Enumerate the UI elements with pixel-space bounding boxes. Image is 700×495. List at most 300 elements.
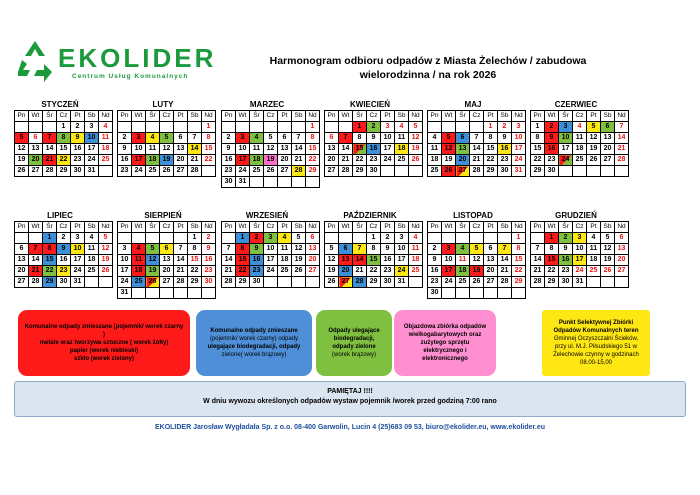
day-cell: 25 <box>456 277 470 288</box>
day-cell: 2 <box>118 133 132 144</box>
month-name: STYCZEŃ <box>41 100 79 109</box>
month-3 <box>221 100 317 188</box>
weekday-header: Nd <box>202 111 216 122</box>
day-cell: 18 <box>395 144 409 155</box>
day-cell: 14 <box>43 144 57 155</box>
weekday-header: Wt <box>339 222 353 233</box>
legend-line: zielone( worek brązowy) <box>221 352 287 358</box>
day-cell: 11 <box>456 255 470 266</box>
day-cell: 18 <box>85 255 99 266</box>
empty-cell <box>559 166 573 177</box>
weekday-header: Pn <box>15 111 29 122</box>
day-cell: 20 <box>615 255 629 266</box>
empty-cell <box>146 233 160 244</box>
day-cell: 9 <box>428 255 442 266</box>
weekday-header: Sb <box>395 222 409 233</box>
day-cell: 7 <box>339 133 353 144</box>
day-cell: 8 <box>353 133 367 144</box>
day-cell: 2 <box>428 244 442 255</box>
day-cell: 7 <box>43 133 57 144</box>
day-cell: 15 <box>57 144 71 155</box>
empty-cell <box>442 288 456 299</box>
weekday-header: Nd <box>615 222 629 233</box>
day-cell: 7 <box>498 244 512 255</box>
weekday-header: Cz <box>573 111 587 122</box>
day-cell: 3 <box>395 233 409 244</box>
day-cell: 24 <box>118 277 132 288</box>
day-cell: 28 <box>43 166 57 177</box>
day-cell: 15 <box>306 144 320 155</box>
month-table <box>324 110 423 177</box>
day-cell: 5 <box>264 133 278 144</box>
weekday-header: Wt <box>442 111 456 122</box>
day-cell: 7 <box>470 133 484 144</box>
empty-cell <box>99 166 113 177</box>
day-cell: 11 <box>278 244 292 255</box>
weekday-header: Śr <box>559 111 573 122</box>
day-cell: 12 <box>442 144 456 155</box>
day-cell: 3 <box>132 133 146 144</box>
day-cell: 28 <box>615 155 629 166</box>
day-cell: 18 <box>278 255 292 266</box>
legend-line: elektronicznego <box>422 356 468 362</box>
day-cell: 30 <box>222 177 236 188</box>
day-cell: 22 <box>202 155 216 166</box>
weekday-header: Wt <box>442 222 456 233</box>
day-cell: 8 <box>236 244 250 255</box>
weekday-header: Śr <box>250 222 264 233</box>
day-cell: 14 <box>292 144 306 155</box>
empty-cell <box>442 233 456 244</box>
empty-cell <box>601 166 615 177</box>
day-cell: 9 <box>202 244 216 255</box>
day-cell: 2 <box>71 122 85 133</box>
weekday-header: Cz <box>160 111 174 122</box>
day-cell: 17 <box>118 266 132 277</box>
day-cell: 24 <box>85 155 99 166</box>
day-cell: 12 <box>409 133 423 144</box>
day-cell: 12 <box>264 144 278 155</box>
day-cell: 16 <box>559 255 573 266</box>
day-cell: 17 <box>573 255 587 266</box>
legend-line: szkło (worek zielony) <box>73 356 134 362</box>
day-cell: 9 <box>57 244 71 255</box>
day-cell: 29 <box>236 277 250 288</box>
day-cell: 15 <box>367 255 381 266</box>
day-cell: 16 <box>381 255 395 266</box>
legend-bulky-waste <box>394 310 496 376</box>
day-cell: 1 <box>202 122 216 133</box>
day-cell: 23 <box>202 266 216 277</box>
day-cell: 8 <box>531 133 545 144</box>
day-cell: 25 <box>573 155 587 166</box>
day-cell: 20 <box>306 255 320 266</box>
weekday-header: Śr <box>559 222 573 233</box>
legend-green-waste <box>316 310 392 376</box>
empty-cell <box>587 166 601 177</box>
weekday-header: Sb <box>498 222 512 233</box>
day-cell: 26 <box>587 155 601 166</box>
legend-line: (pojemnik/ worek czarny) odpady <box>209 336 299 342</box>
day-cell: 13 <box>15 255 29 266</box>
day-cell: 28 <box>498 277 512 288</box>
weekday-header: Nd <box>99 111 113 122</box>
month-table <box>221 221 320 288</box>
day-cell: 15 <box>188 255 202 266</box>
day-cell: 28 <box>188 166 202 177</box>
day-cell: 20 <box>339 266 353 277</box>
weekday-header: Cz <box>264 222 278 233</box>
day-cell: 25 <box>278 266 292 277</box>
day-cell: 22 <box>43 266 57 277</box>
day-cell: 25 <box>85 266 99 277</box>
month-name: WRZESIEŃ <box>245 211 289 220</box>
day-cell: 21 <box>188 155 202 166</box>
weekday-header: Śr <box>456 111 470 122</box>
day-cell: 30 <box>559 277 573 288</box>
day-cell: 23 <box>367 155 381 166</box>
day-cell: 4 <box>250 133 264 144</box>
day-cell: 21 <box>615 144 629 155</box>
weekday-header: Pt <box>381 222 395 233</box>
weekday-header: Pn <box>325 222 339 233</box>
day-cell: 22 <box>188 266 202 277</box>
empty-cell <box>222 122 236 133</box>
empty-cell <box>29 233 43 244</box>
empty-cell <box>15 122 29 133</box>
day-cell: 13 <box>456 144 470 155</box>
day-cell: 11 <box>99 133 113 144</box>
day-cell: 19 <box>292 255 306 266</box>
day-cell: 6 <box>29 133 43 144</box>
day-cell: 6 <box>601 122 615 133</box>
weekday-header: Sb <box>395 111 409 122</box>
day-cell: 2 <box>367 122 381 133</box>
day-cell: 11 <box>573 133 587 144</box>
day-cell: 17 <box>236 155 250 166</box>
day-cell: 23 <box>71 155 85 166</box>
day-cell: 17 <box>132 155 146 166</box>
day-cell: 24 <box>264 266 278 277</box>
day-cell: 19 <box>325 266 339 277</box>
day-cell: 8 <box>57 133 71 144</box>
day-cell: 20 <box>15 266 29 277</box>
day-cell: 21 <box>43 155 57 166</box>
empty-cell <box>306 177 320 188</box>
day-cell: 9 <box>559 244 573 255</box>
day-cell: 14 <box>174 255 188 266</box>
month-table <box>427 221 526 299</box>
day-cell: 1 <box>531 122 545 133</box>
empty-cell <box>264 177 278 188</box>
day-cell: 3 <box>118 244 132 255</box>
legend-line: biodegradacji, <box>333 336 375 342</box>
day-cell: 4 <box>85 233 99 244</box>
weekday-header: Nd <box>409 222 423 233</box>
day-cell: 1 <box>57 122 71 133</box>
day-cell: 30 <box>71 166 85 177</box>
day-cell: 13 <box>29 144 43 155</box>
empty-cell <box>470 233 484 244</box>
weekday-header: Śr <box>353 222 367 233</box>
day-cell: 6 <box>15 244 29 255</box>
day-cell: 8 <box>545 244 559 255</box>
day-cell: 29 <box>306 166 320 177</box>
day-cell: 7 <box>188 133 202 144</box>
legend-blue-waste <box>196 310 312 376</box>
day-cell: 13 <box>339 255 353 266</box>
day-cell: 13 <box>601 133 615 144</box>
day-cell: 10 <box>118 255 132 266</box>
empty-cell <box>264 122 278 133</box>
day-cell: 21 <box>29 266 43 277</box>
day-cell: 26 <box>292 266 306 277</box>
day-cell: 28 <box>470 166 484 177</box>
empty-cell <box>470 122 484 133</box>
day-cell: 7 <box>353 244 367 255</box>
weekday-header: Nd <box>512 222 526 233</box>
day-cell: 27 <box>456 166 470 177</box>
notice-box <box>14 381 686 417</box>
day-cell: 6 <box>278 133 292 144</box>
month-name: MARZEC <box>249 100 285 109</box>
day-cell: 20 <box>278 155 292 166</box>
title-line-1: Harmonogram odbioru odpadów z Miasta Żelechów / zabudowa <box>269 55 587 67</box>
day-cell: 26 <box>442 166 456 177</box>
day-cell: 16 <box>118 155 132 166</box>
day-cell: 7 <box>531 244 545 255</box>
day-cell: 13 <box>615 244 629 255</box>
day-cell: 2 <box>202 233 216 244</box>
day-cell: 5 <box>601 233 615 244</box>
day-cell: 12 <box>587 133 601 144</box>
day-cell: 21 <box>531 266 545 277</box>
day-cell: 28 <box>174 277 188 288</box>
day-cell: 18 <box>409 255 423 266</box>
day-cell: 2 <box>222 133 236 144</box>
day-cell: 17 <box>264 255 278 266</box>
day-cell: 1 <box>306 122 320 133</box>
month-2 <box>117 100 213 177</box>
day-cell: 9 <box>381 244 395 255</box>
day-cell: 18 <box>132 266 146 277</box>
empty-cell <box>99 277 113 288</box>
legend-line: zużytego sprzętu <box>420 340 470 346</box>
empty-cell <box>85 277 99 288</box>
day-cell: 24 <box>559 155 573 166</box>
day-cell: 20 <box>601 144 615 155</box>
day-cell: 22 <box>531 155 545 166</box>
empty-cell <box>325 233 339 244</box>
empty-cell <box>278 122 292 133</box>
day-cell: 12 <box>601 244 615 255</box>
day-cell: 5 <box>292 233 306 244</box>
day-cell: 21 <box>353 266 367 277</box>
day-cell: 5 <box>409 122 423 133</box>
day-cell: 14 <box>29 255 43 266</box>
day-cell: 20 <box>174 155 188 166</box>
day-cell: 30 <box>498 166 512 177</box>
day-cell: 28 <box>353 277 367 288</box>
weekday-header: Cz <box>470 222 484 233</box>
day-cell: 15 <box>545 255 559 266</box>
day-cell: 8 <box>188 244 202 255</box>
legend-line: Objazdowa zbiórka odpadów <box>403 324 487 330</box>
legend-line: elektrycznego i <box>423 348 467 354</box>
weekday-header: Pn <box>531 222 545 233</box>
day-cell: 9 <box>222 144 236 155</box>
weekday-header: Cz <box>573 222 587 233</box>
weekday-header: Śr <box>43 222 57 233</box>
notice-heading: PAMIĘTAJ !!!! <box>327 388 373 395</box>
day-cell: 30 <box>57 277 71 288</box>
day-cell: 26 <box>99 266 113 277</box>
weekday-header: Cz <box>264 111 278 122</box>
empty-cell <box>325 122 339 133</box>
day-cell: 23 <box>57 266 71 277</box>
day-cell: 26 <box>470 277 484 288</box>
day-cell: 14 <box>531 255 545 266</box>
day-cell: 24 <box>381 155 395 166</box>
day-cell: 19 <box>146 266 160 277</box>
empty-cell <box>409 277 423 288</box>
legend-line: papier (worek niebieski) <box>69 348 139 354</box>
day-cell: 1 <box>367 233 381 244</box>
empty-cell <box>456 233 470 244</box>
day-cell: 18 <box>428 155 442 166</box>
month-6 <box>530 100 626 177</box>
day-cell: 4 <box>278 233 292 244</box>
day-cell: 14 <box>188 144 202 155</box>
day-cell: 17 <box>395 255 409 266</box>
day-cell: 9 <box>71 133 85 144</box>
day-cell: 5 <box>587 122 601 133</box>
weekday-header: Śr <box>250 111 264 122</box>
day-cell: 30 <box>367 166 381 177</box>
empty-cell <box>202 288 216 299</box>
empty-cell <box>278 177 292 188</box>
day-cell: 6 <box>615 233 629 244</box>
day-cell: 28 <box>531 277 545 288</box>
day-cell: 6 <box>325 133 339 144</box>
day-cell: 16 <box>222 155 236 166</box>
weekday-header: Wt <box>29 111 43 122</box>
day-cell: 18 <box>250 155 264 166</box>
empty-cell <box>236 122 250 133</box>
weekday-header: Nd <box>306 222 320 233</box>
day-cell: 1 <box>484 122 498 133</box>
weekday-header: Wt <box>545 222 559 233</box>
day-cell: 7 <box>292 133 306 144</box>
month-5 <box>427 100 523 177</box>
day-cell: 3 <box>573 233 587 244</box>
day-cell: 17 <box>85 144 99 155</box>
day-cell: 14 <box>353 255 367 266</box>
day-cell: 21 <box>222 266 236 277</box>
day-cell: 22 <box>545 266 559 277</box>
recycle-icon <box>12 38 58 84</box>
day-cell: 23 <box>250 266 264 277</box>
weekday-header: Pn <box>531 111 545 122</box>
weekday-header: Cz <box>367 222 381 233</box>
day-cell: 12 <box>99 244 113 255</box>
day-cell: 26 <box>15 166 29 177</box>
empty-cell <box>381 166 395 177</box>
day-cell: 28 <box>222 277 236 288</box>
day-cell: 20 <box>456 155 470 166</box>
empty-cell <box>573 166 587 177</box>
day-cell: 20 <box>29 155 43 166</box>
day-cell: 19 <box>587 144 601 155</box>
day-cell: 28 <box>29 277 43 288</box>
empty-cell <box>353 233 367 244</box>
empty-cell <box>188 288 202 299</box>
day-cell: 26 <box>601 266 615 277</box>
day-cell: 24 <box>236 166 250 177</box>
day-cell: 13 <box>278 144 292 155</box>
empty-cell <box>188 122 202 133</box>
day-cell: 6 <box>456 133 470 144</box>
day-cell: 24 <box>395 266 409 277</box>
empty-cell <box>202 166 216 177</box>
day-cell: 17 <box>512 144 526 155</box>
day-cell: 23 <box>381 266 395 277</box>
day-cell: 14 <box>339 144 353 155</box>
day-cell: 12 <box>470 255 484 266</box>
day-cell: 17 <box>71 255 85 266</box>
empty-cell <box>484 288 498 299</box>
day-cell: 13 <box>484 255 498 266</box>
month-name: LUTY <box>152 100 174 109</box>
day-cell: 16 <box>202 255 216 266</box>
empty-cell <box>442 122 456 133</box>
month-4 <box>324 100 420 177</box>
day-cell: 16 <box>57 255 71 266</box>
day-cell: 10 <box>85 133 99 144</box>
day-cell: 15 <box>202 144 216 155</box>
day-cell: 25 <box>132 277 146 288</box>
day-cell: 25 <box>428 166 442 177</box>
weekday-header: Wt <box>132 222 146 233</box>
empty-cell <box>587 277 601 288</box>
day-cell: 2 <box>559 233 573 244</box>
month-12 <box>530 211 626 288</box>
day-cell: 26 <box>160 166 174 177</box>
day-cell: 11 <box>409 244 423 255</box>
day-cell: 2 <box>250 233 264 244</box>
day-cell: 19 <box>264 155 278 166</box>
empty-cell <box>250 177 264 188</box>
day-cell: 19 <box>470 266 484 277</box>
day-cell: 3 <box>442 244 456 255</box>
empty-cell <box>615 166 629 177</box>
day-cell: 4 <box>132 244 146 255</box>
day-cell: 3 <box>512 122 526 133</box>
day-cell: 31 <box>236 177 250 188</box>
day-cell: 2 <box>498 122 512 133</box>
day-cell: 7 <box>29 244 43 255</box>
day-cell: 29 <box>57 166 71 177</box>
weekday-header: Cz <box>57 222 71 233</box>
day-cell: 18 <box>146 155 160 166</box>
weekday-header: Nd <box>615 111 629 122</box>
month-table <box>530 110 629 177</box>
day-cell: 1 <box>188 233 202 244</box>
day-cell: 30 <box>381 277 395 288</box>
empty-cell <box>118 122 132 133</box>
day-cell: 1 <box>545 233 559 244</box>
day-cell: 4 <box>409 233 423 244</box>
